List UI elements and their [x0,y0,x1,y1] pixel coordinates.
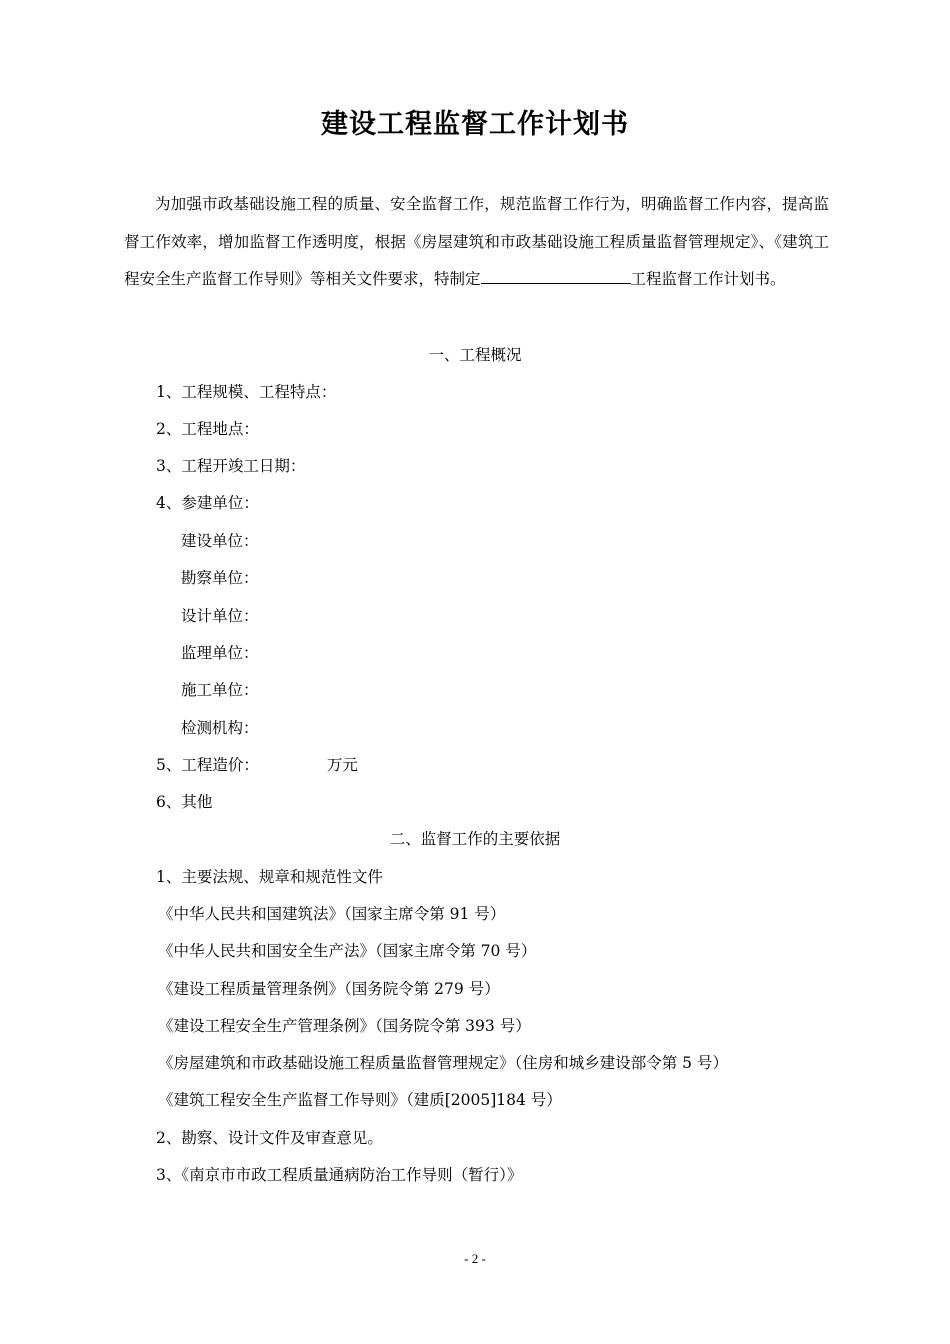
law-item: 《建筑工程安全生产监督工作导则》（建质[2005]184 号） [158,1091,562,1109]
law-item: 《建设工程质量管理条例》（国务院令第 279 号） [158,980,500,998]
section1-item5 [156,753,358,775]
section1-heading: 一、工程概况 [428,346,522,364]
intro-text-part1: 为加强市政基础设施工程的质量、安全监督工作，规范监督工作行为，明确监督工作内容，提高监督工作效率，增加监督工作透明度，根据《房屋建筑和市政基础设施工程质量监督管理规定》、《建筑工程安全生产监督工作导则》等相关文件要求，特制定 [124,195,829,288]
law-item: 《中华人民共和国安全生产法》（国家主席令第 70 号） [158,942,537,960]
law-item: 《中华人民共和国建筑法》（国家主席令第 91 号） [158,905,506,923]
section1-item1: 1、工程规模、工程特点： [156,383,337,401]
unit-design: 设计单位： [181,607,259,625]
project-cost-unit: 万元 [326,756,358,774]
law-item: 《房屋建筑和市政基础设施工程质量监督管理规定》（住房和城乡建设部令第 5 号） [158,1054,728,1072]
intro-paragraph [124,186,829,299]
section1-item4: 4、参建单位： [156,494,259,512]
section1-item2: 2、工程地点： [156,420,259,438]
section1-item6: 6、其他 [156,793,213,811]
unit-supervision: 监理单位： [181,644,259,662]
law-item: 《建设工程安全生产管理条例》（国务院令第 393 号） [158,1017,531,1035]
document-title: 建设工程监督工作计划书 [321,109,629,140]
unit-survey: 勘察单位： [181,569,259,587]
unit-builder: 施工单位： [181,681,259,699]
project-cost-label: 5、工程造价： [156,756,259,774]
project-name-blank [481,267,631,284]
section2-item1: 1、主要法规、规章和规范性文件 [156,868,383,886]
intro-text-part2: 工程监督工作计划书。 [630,270,786,288]
section2-item2: 2、勘察、设计文件及审查意见。 [156,1129,383,1147]
unit-testing: 检测机构： [181,719,259,737]
section1-item3: 3、工程开竣工日期： [156,457,306,475]
unit-construction: 建设单位： [181,532,259,550]
section2-item3: 3、《南京市市政工程质量通病防治工作导则（暂行）》 [156,1166,523,1184]
section2-heading: 二、监督工作的主要依据 [389,830,561,848]
page-number: - 2 - [464,1251,486,1266]
